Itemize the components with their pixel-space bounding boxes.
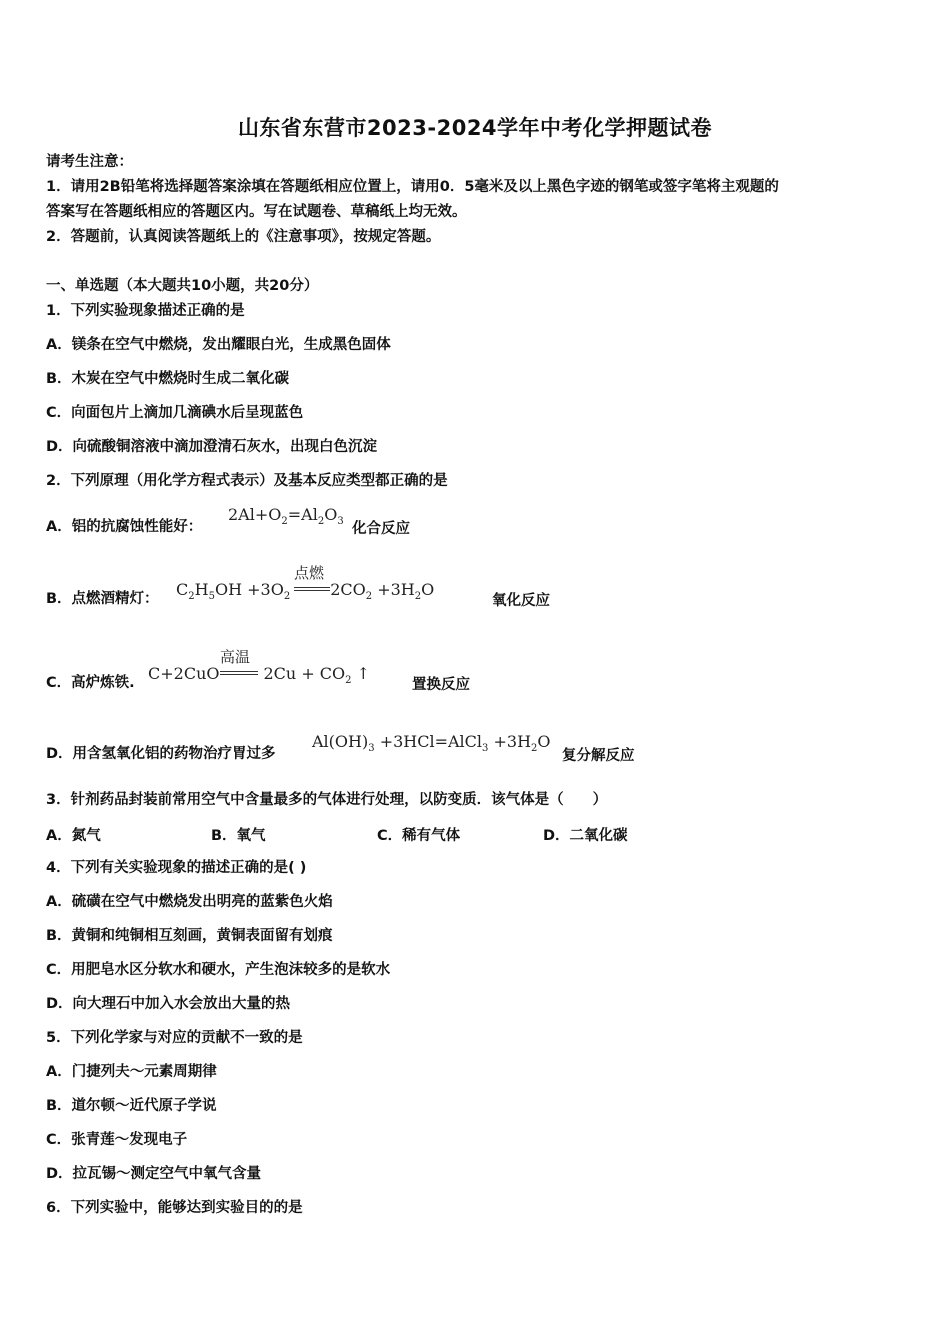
question-1-option-a: A．镁条在空气中燃烧，发出耀眼白光，生成黑色固体 (46, 337, 391, 353)
question-2-option-b-type: 氧化反应 (492, 593, 550, 609)
question-5-option-d: D．拉瓦锡～测定空气中氧气含量 (46, 1166, 262, 1182)
question-2-option-d-type: 复分解反应 (562, 748, 635, 764)
question-2-option-b-label: B．点燃酒精灯： (46, 591, 159, 607)
question-2-option-d-equation: $Al(OH)_3$ +3HCl=AlCl$_3$ $+3H_2O$ (312, 732, 551, 755)
notice-item-1-line-2: 答案写在答题纸相应的答题区内。写在试题卷、草稿纸上均无效。 (46, 204, 467, 220)
question-2-option-b-condition: 点燃 (294, 564, 325, 582)
question-2-option-c-label: C．高炉炼铁. (46, 675, 135, 691)
notice-item-1-line-1: 1．请用2B铅笔将选择题答案涂填在答题纸相应位置上，请用0．5毫米及以上黑色字迹的钢笔或签字笔将主观题的 (46, 179, 779, 195)
question-6-stem: 6．下列实验中，能够达到实验目的的是 (46, 1200, 303, 1216)
question-1-option-b: B．木炭在空气中燃烧时生成二氧化碳 (46, 371, 290, 387)
notice-item-2: 2．答题前，认真阅读答题纸上的《注意事项》，按规定答题。 (46, 229, 441, 245)
question-2-option-b-equals-sign (294, 587, 330, 591)
question-1-stem: 1．下列实验现象描述正确的是 (46, 303, 245, 319)
question-2-option-b-equation: $C_2H_5OH +3O_2$ $2CO_2 +3H_2O$ (176, 580, 435, 603)
question-3-option-b: B．氧气 (211, 828, 266, 844)
exam-title: 山东省东营市2023-2024学年中考化学押题试卷 (237, 116, 713, 140)
question-4-option-a: A．硫磺在空气中燃烧发出明亮的蓝紫色火焰 (46, 894, 333, 910)
question-2-option-a-type: 化合反应 (352, 521, 410, 537)
question-2-stem: 2．下列原理（用化学方程式表示）及基本反应类型都正确的是 (46, 473, 448, 489)
question-3-option-a: A．氮气 (46, 828, 101, 844)
notice-heading: 请考生注意： (46, 154, 133, 170)
question-2-option-d-label: D．用含氢氧化铝的药物治疗胃过多 (46, 746, 276, 762)
question-5-option-b: B．道尔顿～近代原子学说 (46, 1098, 217, 1114)
question-2-option-c-condition: 高温 (220, 648, 251, 666)
question-2-option-c-equation: C+2CuO $2Cu + CO_2$ ↑ (148, 664, 371, 687)
question-3-option-c: C．稀有气体 (377, 828, 461, 844)
question-4-option-b: B．黄铜和纯铜相互刻画，黄铜表面留有划痕 (46, 928, 333, 944)
question-5-option-c: C．张青莲～发现电子 (46, 1132, 188, 1148)
question-1-option-c: C．向面包片上滴加几滴碘水后呈现蓝色 (46, 405, 304, 421)
question-4-option-d: D．向大理石中加入水会放出大量的热 (46, 996, 291, 1012)
question-2-option-a-equation: $2Al+O_2=Al_2O_3$ (228, 505, 344, 528)
section-heading: 一、单选题（本大题共10小题，共20分） (46, 278, 319, 294)
question-2-option-c-type: 置换反应 (412, 677, 470, 693)
question-3-stem: 3．针剂药品封装前常用空气中含量最多的气体进行处理，以防变质．该气体是（ ） (46, 792, 608, 808)
question-3-option-d: D．二氧化碳 (543, 828, 628, 844)
question-4-option-c: C．用肥皂水区分软水和硬水，产生泡沫较多的是软水 (46, 962, 391, 978)
question-5-stem: 5．下列化学家与对应的贡献不一致的是 (46, 1030, 303, 1046)
question-5-option-a: A．门捷列夫～元素周期律 (46, 1064, 217, 1080)
question-1-option-d: D．向硫酸铜溶液中滴加澄清石灰水，出现白色沉淀 (46, 439, 378, 455)
question-4-stem: 4．下列有关实验现象的描述正确的是( ) (46, 860, 307, 876)
question-2-option-a-label: A．铝的抗腐蚀性能好： (46, 519, 203, 535)
question-2-option-c-equals-sign (220, 671, 258, 675)
